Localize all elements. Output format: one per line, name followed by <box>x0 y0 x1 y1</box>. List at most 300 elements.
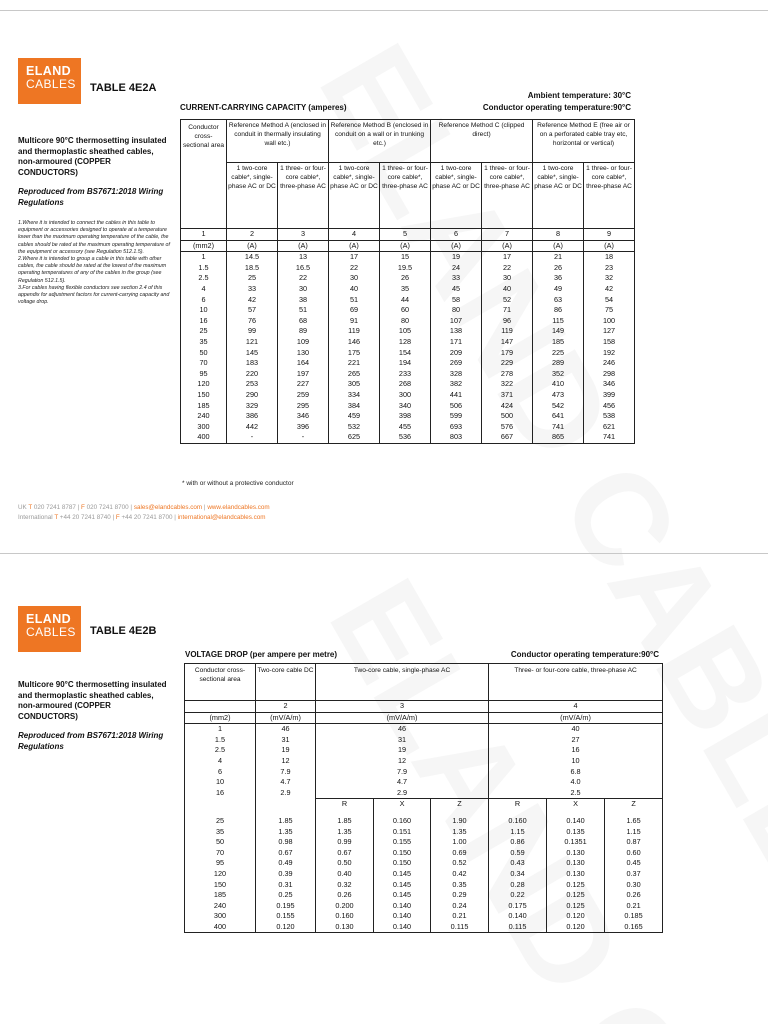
t1-area-cell: 2.5 <box>181 273 227 284</box>
t1-value-cell: 154 <box>380 348 431 359</box>
t2-value-cell: 4.7 <box>316 777 489 788</box>
t1-value-cell: 86 <box>533 305 584 316</box>
int-email-link[interactable]: international@elandcables.com <box>177 514 266 521</box>
t2-value-cell: 0.24 <box>431 901 489 912</box>
t1-value-cell: 289 <box>533 358 584 369</box>
t1-value-cell: 30 <box>329 273 380 284</box>
t1-value-cell: 506 <box>431 401 482 412</box>
t2-value-cell: 0.30 <box>605 880 663 891</box>
t1-value-cell: 290 <box>227 390 278 401</box>
table2-reproduced: Reproduced from BS7671:2018 Wiring Regulations <box>18 731 164 751</box>
t1-value-cell: 16.5 <box>278 263 329 274</box>
t1-value-cell: 115 <box>533 316 584 327</box>
t2-value-cell: 4.7 <box>256 777 316 788</box>
t1-table-row <box>181 252 635 263</box>
t1-col-number: 4 <box>329 229 380 241</box>
t2-value-cell: 0.175 <box>489 901 547 912</box>
t1-table-row <box>181 273 635 284</box>
t2-table-row <box>185 788 663 799</box>
t2-value-cell: 0.155 <box>256 911 316 922</box>
t2-value-cell: 0.130 <box>316 922 374 933</box>
t2-unit: (mV/A/m) <box>316 712 489 724</box>
t1-area-cell: 300 <box>181 422 227 433</box>
t2-value-cell: 2.9 <box>256 788 316 799</box>
t2-value-cell: 0.140 <box>374 922 431 933</box>
t1-value-cell: 185 <box>533 337 584 348</box>
t2-value-cell: 0.160 <box>374 816 431 827</box>
t1-value-cell: 80 <box>380 316 431 327</box>
t1-value-cell: 26 <box>380 273 431 284</box>
t1-area-cell: 16 <box>181 316 227 327</box>
t1-method-a: Reference Method A (enclosed in conduit in thermally insulating wall etc.) <box>227 120 329 163</box>
t1-value-cell: 19 <box>431 252 482 263</box>
t1-value-cell: 229 <box>482 358 533 369</box>
t1-value-cell: 44 <box>380 295 431 306</box>
t1-value-cell: 197 <box>278 369 329 380</box>
t1-value-cell: 667 <box>482 432 533 443</box>
t2-value-cell: 0.34 <box>489 869 547 880</box>
t2-value-cell: 1.00 <box>431 837 489 848</box>
t1-sub-three: 1 three- or four-core cable*, three-phase AC <box>380 163 431 229</box>
t2-value-cell: 1.65 <box>605 816 663 827</box>
t1-value-cell: 473 <box>533 390 584 401</box>
t1-value-cell: 352 <box>533 369 584 380</box>
t1-value-cell: 532 <box>329 422 380 433</box>
t2-value-cell: 0.59 <box>489 848 547 859</box>
t2-value-cell: 0.42 <box>431 869 489 880</box>
t2-value-cell: 0.60 <box>605 848 663 859</box>
int-phone: +44 20 7241 8740 <box>59 514 111 521</box>
t1-area-cell: 95 <box>181 369 227 380</box>
t2-value-cell: 1.35 <box>431 827 489 838</box>
uk-label: UK <box>18 504 27 511</box>
t2-area-cell: 10 <box>185 777 256 788</box>
t1-value-cell: 15 <box>380 252 431 263</box>
t2-value-cell: 31 <box>256 735 316 746</box>
t2-rxz-label: Z <box>605 799 663 810</box>
table1-notes <box>18 220 170 306</box>
t2-value-cell: 0.21 <box>605 901 663 912</box>
note-1: 1.Where it is intended to connect the cables in this table to equipment or accessories designed to operate at a temperature lower than the maximum operating temperature of the cable, the cables should be rated at the maximum operating temperature of the equipment or accessory (see Regulation 512.1.5). <box>18 220 170 255</box>
t1-value-cell: 305 <box>329 379 380 390</box>
t2-units-row <box>185 712 663 724</box>
t2-rxz-row <box>185 799 663 810</box>
t2-unit: (mV/A/m) <box>256 712 316 724</box>
t2-rxz-label: X <box>374 799 431 810</box>
t2-value-cell: 0.67 <box>256 848 316 859</box>
t1-area-cell: 240 <box>181 411 227 422</box>
t1-area-cell: 1.5 <box>181 263 227 274</box>
t1-value-cell: 91 <box>329 316 380 327</box>
t1-value-cell: 58 <box>431 295 482 306</box>
t1-value-cell: 54 <box>584 295 635 306</box>
t2-table-row <box>185 837 663 848</box>
t1-value-cell: 599 <box>431 411 482 422</box>
t1-value-cell: 346 <box>278 411 329 422</box>
t1-value-cell: 19.5 <box>380 263 431 274</box>
t2-rxz-label: R <box>316 799 374 810</box>
contact-uk: UK T 020 7241 8787 | F 020 7241 8700 | sales@elandcables.com | www.elandcables.com <box>18 504 270 511</box>
t2-rxz-label: R <box>489 799 547 810</box>
t1-area-cell: 35 <box>181 337 227 348</box>
t2-value-cell: 0.28 <box>489 880 547 891</box>
t2-value-cell: 0.145 <box>374 890 431 901</box>
t1-value-cell: 71 <box>482 305 533 316</box>
t2-value-cell: 0.140 <box>374 911 431 922</box>
t1-method-c: Reference Method C (clipped direct) <box>431 120 533 163</box>
t1-value-cell: 371 <box>482 390 533 401</box>
t2-value-cell: 0.86 <box>489 837 547 848</box>
t2-value-cell: 0.26 <box>316 890 374 901</box>
t2-value-cell: 0.99 <box>316 837 374 848</box>
t2-value-cell: 0.140 <box>374 901 431 912</box>
t1-unit: (A) <box>227 240 278 252</box>
t2-value-cell: 0.120 <box>547 922 605 933</box>
t1-value-cell: 38 <box>278 295 329 306</box>
t1-value-cell: 865 <box>533 432 584 443</box>
t2-value-cell: 2.9 <box>316 788 489 799</box>
t2-value-cell: 0.120 <box>256 922 316 933</box>
t1-value-cell: 298 <box>584 369 635 380</box>
t1-value-cell: 105 <box>380 326 431 337</box>
t1-value-cell: 233 <box>380 369 431 380</box>
t2-value-cell: 10 <box>489 756 663 767</box>
t1-value-cell: 265 <box>329 369 380 380</box>
t1-value-cell: 147 <box>482 337 533 348</box>
t1-value-cell: 145 <box>227 348 278 359</box>
t1-sub-three: 1 three- or four-core cable*, three-phase AC <box>482 163 533 229</box>
t1-value-cell: 22 <box>329 263 380 274</box>
t2-value-cell: 0.151 <box>374 827 431 838</box>
t1-area-cell: 185 <box>181 401 227 412</box>
t1-value-cell: 278 <box>482 369 533 380</box>
t1-area-cell: 10 <box>181 305 227 316</box>
table2-description: Multicore 90°C thermosetting insulated and thermoplastic sheathed cables, non-armoured (COPPER CONDUCTORS) <box>18 680 167 721</box>
t2-value-cell: 7.9 <box>256 767 316 778</box>
t1-col-number: 1 <box>181 229 227 241</box>
t1-value-cell: 25 <box>227 273 278 284</box>
t1-value-cell: 127 <box>584 326 635 337</box>
t2-area-cell: 240 <box>185 901 256 912</box>
table2-caption: VOLTAGE DROP (per ampere per metre) <box>185 650 338 659</box>
t1-table-row <box>181 379 635 390</box>
t2-value-cell: 0.40 <box>316 869 374 880</box>
t1-value-cell: 51 <box>329 295 380 306</box>
t2-value-cell: 31 <box>316 735 489 746</box>
t2-area-cell: 70 <box>185 848 256 859</box>
t1-col-number: 7 <box>482 229 533 241</box>
t1-value-cell: 621 <box>584 422 635 433</box>
uk-web-link[interactable]: www.elandcables.com <box>207 504 270 511</box>
t2-value-cell: 27 <box>489 735 663 746</box>
t2-value-cell: 7.9 <box>316 767 489 778</box>
t1-method-b: Reference Method B (enclosed in conduit on a wall or in trunking etc.) <box>329 120 431 163</box>
t1-value-cell: 33 <box>431 273 482 284</box>
t2-value-cell: 1.15 <box>605 827 663 838</box>
t2-table-row <box>185 735 663 746</box>
t1-table-row <box>181 401 635 412</box>
t1-area-cell: 70 <box>181 358 227 369</box>
t1-table-row <box>181 326 635 337</box>
t1-area-cell: 4 <box>181 284 227 295</box>
t1-value-cell: 384 <box>329 401 380 412</box>
t1-table-row <box>181 348 635 359</box>
t2-value-cell: 0.140 <box>489 911 547 922</box>
t1-value-cell: 51 <box>278 305 329 316</box>
table1-title: TABLE 4E2A <box>90 82 157 94</box>
t2-table-row <box>185 756 663 767</box>
t1-unit: (A) <box>482 240 533 252</box>
t1-col-number: 5 <box>380 229 431 241</box>
t2-table-row <box>185 816 663 827</box>
t1-value-cell: 17 <box>329 252 380 263</box>
t1-value-cell: 175 <box>329 348 380 359</box>
t2-table-row <box>185 848 663 859</box>
table1-description: Multicore 90°C thermosetting insulated and thermoplastic sheathed cables, non-armoured (COPPER CONDUCTORS) <box>18 136 167 177</box>
t2-value-cell: 0.125 <box>547 890 605 901</box>
t2-value-cell: 16 <box>489 745 663 756</box>
t2-value-cell: 1.90 <box>431 816 489 827</box>
t2-value-cell: 0.29 <box>431 890 489 901</box>
t2-value-cell: 40 <box>489 724 663 735</box>
t1-col-number: 9 <box>584 229 635 241</box>
t1-value-cell: 33 <box>227 284 278 295</box>
t1-value-cell: 741 <box>584 432 635 443</box>
t2-value-cell: 0.25 <box>256 890 316 901</box>
t2-value-cell: 19 <box>256 745 316 756</box>
t1-value-cell: 49 <box>533 284 584 295</box>
t2-value-cell: 0.115 <box>431 922 489 933</box>
t2-value-cell: 0.45 <box>605 858 663 869</box>
t1-value-cell: 42 <box>584 284 635 295</box>
t1-table-row <box>181 422 635 433</box>
t1-value-cell: 17 <box>482 252 533 263</box>
t2-value-cell: 1.35 <box>256 827 316 838</box>
t1-value-cell: 340 <box>380 401 431 412</box>
t1-value-cell: 209 <box>431 348 482 359</box>
t1-sub-three: 1 three- or four-core cable*, three-phase AC <box>278 163 329 229</box>
t1-value-cell: 100 <box>584 316 635 327</box>
t2-area-cell: 2.5 <box>185 745 256 756</box>
t1-value-cell: 542 <box>533 401 584 412</box>
t2-area-cell: 185 <box>185 890 256 901</box>
contact-block <box>18 503 270 523</box>
t2-value-cell: 0.37 <box>605 869 663 880</box>
t1-value-cell: 121 <box>227 337 278 348</box>
t1-value-cell: 398 <box>380 411 431 422</box>
t1-value-cell: 399 <box>584 390 635 401</box>
t1-value-cell: 40 <box>329 284 380 295</box>
t2-area-cell: 4 <box>185 756 256 767</box>
t1-col-number: 3 <box>278 229 329 241</box>
t1-value-cell: 119 <box>482 326 533 337</box>
t1-value-cell: 21 <box>533 252 584 263</box>
t1-value-cell: 158 <box>584 337 635 348</box>
t2-col-number-blank <box>185 701 256 713</box>
t1-value-cell: 179 <box>482 348 533 359</box>
t1-value-cell: 18.5 <box>227 263 278 274</box>
t2-value-cell: 0.200 <box>316 901 374 912</box>
t2-value-cell: 6.8 <box>489 767 663 778</box>
table1-ambient: Ambient temperature: 30°C <box>527 91 631 100</box>
t1-value-cell: 410 <box>533 379 584 390</box>
t1-value-cell: 741 <box>533 422 584 433</box>
t2-value-cell: 0.115 <box>489 922 547 933</box>
t2-value-cell: 0.130 <box>547 869 605 880</box>
t2-area-cell: 400 <box>185 922 256 933</box>
t1-value-cell: 171 <box>431 337 482 348</box>
t2-col-number-row <box>185 701 663 713</box>
voltage-drop-table <box>184 663 663 933</box>
t1-value-cell: 424 <box>482 401 533 412</box>
uk-email-link[interactable]: sales@elandcables.com <box>133 504 203 511</box>
t2-value-cell: 0.150 <box>374 858 431 869</box>
note-2: 2.Where it is intended to group a cable in this table with other cables, the cable should be rated at the lowest of the maximum operating temperatures of any of the cables in the group (see Regulation 512.1.5). <box>18 256 167 284</box>
t2-value-cell: 0.22 <box>489 890 547 901</box>
t2-area-cell: 50 <box>185 837 256 848</box>
t1-area-cell: 6 <box>181 295 227 306</box>
top-divider <box>0 10 768 11</box>
t1-value-cell: 227 <box>278 379 329 390</box>
t1-value-cell: 269 <box>431 358 482 369</box>
t2-value-cell: 0.160 <box>316 911 374 922</box>
t2-col1-header: Two-core cable DC <box>256 664 316 701</box>
t1-value-cell: 576 <box>482 422 533 433</box>
t1-unit: (A) <box>380 240 431 252</box>
page-divider <box>0 553 768 554</box>
t2-table-row <box>185 901 663 912</box>
t1-area-cell: 50 <box>181 348 227 359</box>
t2-value-cell: 0.145 <box>374 869 431 880</box>
table2-conductor-temp: Conductor operating temperature:90°C <box>510 650 659 659</box>
t2-value-cell: 0.130 <box>547 858 605 869</box>
t1-table-row <box>181 411 635 422</box>
t1-sub-two: 1 two-core cable*, single-phase AC or DC <box>533 163 584 229</box>
t1-value-cell: 75 <box>584 305 635 316</box>
t1-value-cell: 45 <box>431 284 482 295</box>
t2-area-cell: 120 <box>185 869 256 880</box>
t1-method-e: Reference Method E (free air or on a perforated cable tray etc, horizontal or vertical) <box>533 120 635 163</box>
t1-value-cell: 119 <box>329 326 380 337</box>
t2-area-cell: 150 <box>185 880 256 891</box>
t1-value-cell: 99 <box>227 326 278 337</box>
t2-rxz-label: Z <box>431 799 489 810</box>
table2-sidebar <box>18 680 170 752</box>
t1-value-cell: 328 <box>431 369 482 380</box>
t2-value-cell: 0.98 <box>256 837 316 848</box>
t2-area-cell: 16 <box>185 788 256 799</box>
t2-value-cell: 0.125 <box>547 901 605 912</box>
t1-value-cell: 130 <box>278 348 329 359</box>
t1-sub-two: 1 two-core cable*, single-phase AC or DC <box>227 163 278 229</box>
t1-col-number: 8 <box>533 229 584 241</box>
t1-value-cell: 641 <box>533 411 584 422</box>
t2-value-cell: 0.165 <box>605 922 663 933</box>
t1-table-row <box>181 390 635 401</box>
t1-value-cell: 26 <box>533 263 584 274</box>
table1-conductor-temp: Conductor operating temperature:90°C <box>482 103 631 112</box>
t1-value-cell: 22 <box>278 273 329 284</box>
table1-footnote: * with or without a protective conductor <box>182 480 294 487</box>
t2-value-cell: 0.145 <box>374 880 431 891</box>
t1-col-number-row <box>181 229 635 241</box>
t1-unit: (A) <box>533 240 584 252</box>
t1-value-cell: 259 <box>278 390 329 401</box>
t2-value-cell: 0.26 <box>605 890 663 901</box>
table1-reproduced: Reproduced from BS7671:2018 Wiring Regulations <box>18 187 164 207</box>
t2-table-row <box>185 911 663 922</box>
t2-area-cell: 35 <box>185 827 256 838</box>
t2-value-cell: 46 <box>256 724 316 735</box>
t2-area-cell: 95 <box>185 858 256 869</box>
t1-unit: (A) <box>278 240 329 252</box>
t1-value-cell: 42 <box>227 295 278 306</box>
t1-sub-three: 1 three- or four-core cable*, three-phase AC <box>584 163 635 229</box>
t2-area-cell: 1.5 <box>185 735 256 746</box>
t1-value-cell: 128 <box>380 337 431 348</box>
t1-value-cell: 57 <box>227 305 278 316</box>
t2-col2-header: Two-core cable, single-phase AC <box>316 664 489 701</box>
t1-value-cell: 80 <box>431 305 482 316</box>
t2-col-number: 2 <box>256 701 316 713</box>
t2-value-cell: 0.21 <box>431 911 489 922</box>
t2-rxz-blank <box>256 799 316 810</box>
t1-area-cell: 150 <box>181 390 227 401</box>
t1-table-row <box>181 305 635 316</box>
t2-unit: (mV/A/m) <box>489 712 663 724</box>
t2-table-row <box>185 869 663 880</box>
t1-value-cell: 32 <box>584 273 635 284</box>
t2-area-cell: 25 <box>185 816 256 827</box>
t1-value-cell: 149 <box>533 326 584 337</box>
t1-value-cell: 268 <box>380 379 431 390</box>
t2-area-cell: 6 <box>185 767 256 778</box>
t1-value-cell: 30 <box>482 273 533 284</box>
t1-value-cell: 138 <box>431 326 482 337</box>
t2-value-cell: 12 <box>316 756 489 767</box>
t1-units-row <box>181 240 635 252</box>
t2-table-row <box>185 880 663 891</box>
t2-table-row <box>185 777 663 788</box>
t1-table-row <box>181 263 635 274</box>
t1-value-cell: 329 <box>227 401 278 412</box>
int-f: F <box>115 514 120 521</box>
t1-col-number: 2 <box>227 229 278 241</box>
t1-value-cell: 40 <box>482 284 533 295</box>
t2-value-cell: 1.85 <box>256 816 316 827</box>
t2-value-cell: 1.35 <box>316 827 374 838</box>
t2-unit: (mm2) <box>185 712 256 724</box>
t1-value-cell: 334 <box>329 390 380 401</box>
t1-value-cell: 24 <box>431 263 482 274</box>
t2-value-cell: 4.0 <box>489 777 663 788</box>
t2-value-cell: 0.50 <box>316 858 374 869</box>
t1-value-cell: 221 <box>329 358 380 369</box>
t1-value-cell: 625 <box>329 432 380 443</box>
table1-sidebar <box>18 136 170 306</box>
t1-table-row <box>181 337 635 348</box>
t1-table-row <box>181 358 635 369</box>
t1-value-cell: 146 <box>329 337 380 348</box>
t1-unit: (mm2) <box>181 240 227 252</box>
t1-value-cell: 396 <box>278 422 329 433</box>
t1-table-row <box>181 295 635 306</box>
t2-value-cell: 0.130 <box>547 848 605 859</box>
t2-value-cell: 0.125 <box>547 880 605 891</box>
t1-value-cell: 300 <box>380 390 431 401</box>
t1-area-cell: 400 <box>181 432 227 443</box>
t2-value-cell: 0.140 <box>547 816 605 827</box>
